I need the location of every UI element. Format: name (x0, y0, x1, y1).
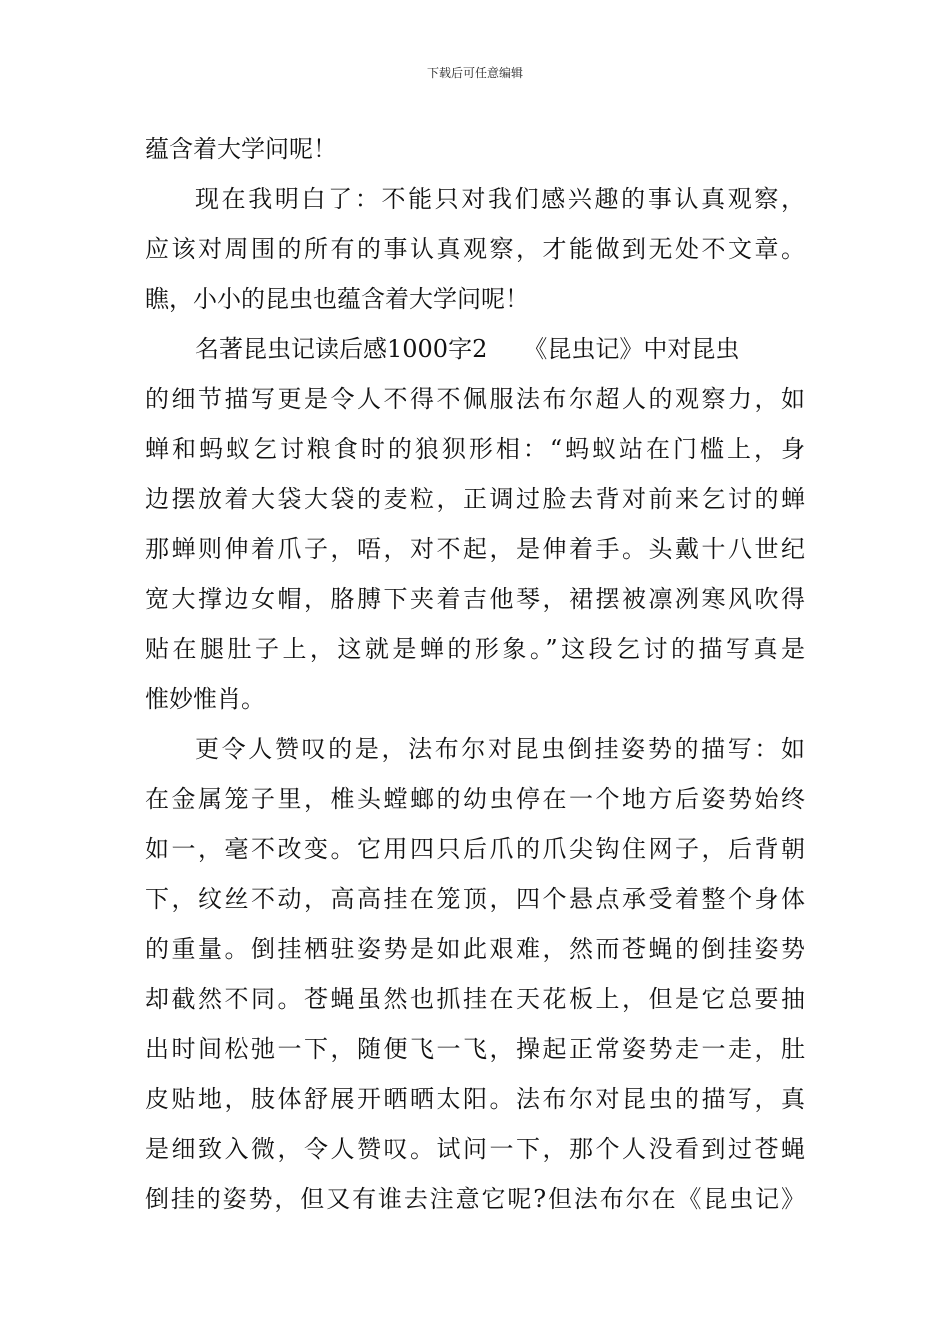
text-line: 蝉和蚂蚁乞讨粮食时的狼狈形相：“蚂蚁站在门槛上，身 (145, 435, 805, 463)
text-line: 贴在腿肚子上，这就是蝉的形象。”这段乞讨的描写真是 (145, 635, 805, 663)
text-line: 名著昆虫记读后感1000字2 《昆虫记》中对昆虫 (195, 335, 740, 363)
text-line: 却截然不同。苍蝇虽然也抓挂在天花板上，但是它总要抽 (145, 985, 805, 1013)
text-line: 是细致入微，令人赞叹。试问一下，那个人没看到过苍蝇 (145, 1135, 805, 1163)
text-line: 如一，毫不改变。它用四只后爪的爪尖钩住网子，后背朝 (145, 835, 805, 863)
text-line: 皮贴地，肢体舒展开晒晒太阳。法布尔对昆虫的描写，真 (145, 1085, 805, 1113)
text-line: 的重量。倒挂栖驻姿势是如此艰难，然而苍蝇的倒挂姿势 (145, 935, 805, 963)
text-line: 瞧，小小的昆虫也蕴含着大学问呢！ (145, 285, 529, 313)
text-line: 现在我明白了：不能只对我们感兴趣的事认真观察， (195, 185, 805, 213)
text-line: 在金属笼子里，椎头螳螂的幼虫停在一个地方后姿势始终 (145, 785, 805, 813)
text-line: 蕴含着大学问呢！ (145, 135, 337, 163)
text-line: 宽大撑边女帽，胳膊下夹着吉他琴，裙摆被凛冽寒风吹得 (145, 585, 805, 613)
text-line: 边摆放着大袋大袋的麦粒，正调过脸去背对前来乞讨的蝉 (145, 485, 805, 513)
text-line: 倒挂的姿势，但又有谁去注意它呢?但法布尔在《昆虫记》 (145, 1185, 805, 1213)
text-line: 下，纹丝不动，高高挂在笼顶，四个悬点承受着整个身体 (145, 885, 805, 913)
text-line: 出时间松弛一下，随便飞一飞，操起正常姿势走一走，肚 (145, 1035, 805, 1063)
text-line: 的细节描写更是令人不得不佩服法布尔超人的观察力，如 (145, 385, 805, 413)
text-line: 惟妙惟肖。 (145, 685, 265, 713)
text-line: 更令人赞叹的是，法布尔对昆虫倒挂姿势的描写：如 (195, 735, 805, 763)
page-header: 下载后可任意编辑 (426, 66, 523, 80)
text-line: 应该对周围的所有的事认真观察，才能做到无处不文章。 (145, 235, 805, 263)
text-line: 那蝉则伸着爪子，唔，对不起，是伸着手。头戴十八世纪 (145, 535, 805, 563)
